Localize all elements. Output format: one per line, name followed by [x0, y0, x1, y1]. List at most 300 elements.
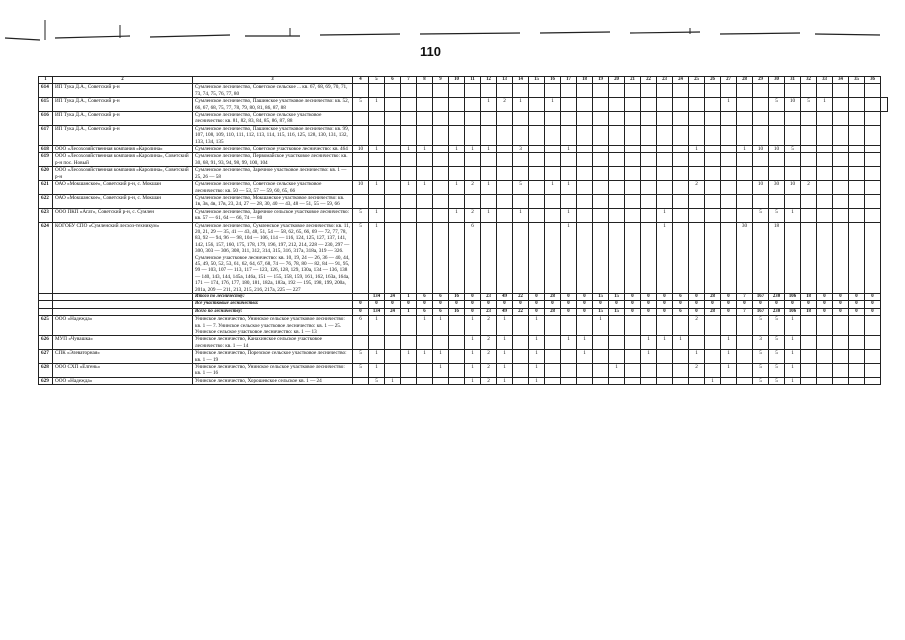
value-cell: 10 [753, 181, 769, 195]
total-value: 0 [769, 301, 785, 308]
value-cell: 1 [657, 336, 673, 350]
value-cell [833, 167, 849, 181]
organization-name: ИП Тука Д.А., Советский р-н [53, 84, 193, 98]
value-cell [609, 84, 625, 98]
value-cell: 1 [449, 146, 465, 153]
value-cell: 1 [529, 377, 545, 384]
value-cell [737, 364, 753, 378]
value-cell [801, 316, 817, 336]
value-cell [625, 336, 641, 350]
value-cell: 2 [481, 377, 497, 384]
value-cell [705, 208, 721, 222]
value-cell [513, 112, 529, 126]
value-cell [673, 153, 689, 167]
forest-district-description: Сумленское лесничество, Заречное участковое лесничество: кв. 1 — 25, 26 — 58 [193, 167, 353, 181]
value-cell [593, 112, 609, 126]
column-number: 5 [369, 77, 385, 84]
value-cell [641, 222, 657, 293]
total-value: 0 [721, 308, 737, 315]
value-cell [817, 181, 833, 195]
value-cell [849, 316, 865, 336]
value-cell [849, 84, 865, 98]
table-row [39, 336, 888, 350]
value-cell [401, 84, 417, 98]
value-cell [385, 112, 401, 126]
value-cell [817, 377, 833, 384]
column-number: 7 [401, 77, 417, 84]
value-cell [401, 222, 417, 293]
value-cell [865, 125, 881, 145]
value-cell [497, 153, 513, 167]
total-value: 0 [369, 301, 385, 308]
value-cell: 2 [689, 364, 705, 378]
total-value: 106 [785, 294, 801, 301]
total-value: 7 [737, 308, 753, 315]
value-cell [481, 112, 497, 126]
table-row [39, 222, 888, 293]
value-cell: 1 [449, 208, 465, 222]
value-cell [673, 208, 689, 222]
total-value: 6 [673, 294, 689, 301]
value-cell [849, 125, 865, 145]
value-cell [641, 316, 657, 336]
column-number: 17 [561, 77, 577, 84]
value-cell: 1 [417, 181, 433, 195]
total-value: 18 [801, 308, 817, 315]
value-cell: 1 [689, 350, 705, 364]
total-value: 0 [865, 294, 881, 301]
value-cell [705, 336, 721, 350]
value-cell [449, 194, 465, 208]
value-cell [513, 153, 529, 167]
total-value: 0 [465, 294, 481, 301]
total-value: 16 [449, 308, 465, 315]
value-cell: 1 [721, 336, 737, 350]
value-cell [817, 84, 833, 98]
value-cell [449, 153, 465, 167]
value-cell: 5 [753, 316, 769, 336]
total-value: 15 [593, 294, 609, 301]
value-cell [609, 125, 625, 145]
value-cell: 5 [353, 222, 369, 293]
value-cell [865, 364, 881, 378]
value-cell [833, 377, 849, 384]
value-cell: 1 [417, 146, 433, 153]
value-cell [401, 153, 417, 167]
total-value: 0 [673, 301, 689, 308]
value-cell: 2 [481, 364, 497, 378]
total-value: 167 [753, 308, 769, 315]
value-cell [721, 153, 737, 167]
value-cell [785, 125, 801, 145]
value-cell [401, 377, 417, 384]
value-cell [833, 194, 849, 208]
value-cell [801, 146, 817, 153]
value-cell [865, 377, 881, 384]
value-cell [433, 125, 449, 145]
value-cell [705, 222, 721, 293]
value-cell [609, 194, 625, 208]
value-cell: 1 [577, 350, 593, 364]
total-value: 0 [417, 301, 433, 308]
total-value: 0 [561, 308, 577, 315]
organization-name: ОАО «Мокшанское», Советский р-н, с. Мокшан [53, 181, 193, 195]
value-cell: 1 [785, 208, 801, 222]
value-cell [865, 153, 881, 167]
total-value: 24 [385, 308, 401, 315]
value-cell [689, 167, 705, 181]
value-cell: 1 [481, 146, 497, 153]
value-cell [449, 336, 465, 350]
total-value: 230 [769, 308, 785, 315]
value-cell [545, 316, 561, 336]
value-cell: 1 [497, 364, 513, 378]
column-number: 29 [753, 77, 769, 84]
row-number: 626 [39, 336, 53, 350]
value-cell [513, 167, 529, 181]
value-cell [353, 153, 369, 167]
value-cell [513, 377, 529, 384]
value-cell [833, 336, 849, 350]
value-cell [545, 336, 561, 350]
value-cell [353, 336, 369, 350]
total-value: 0 [593, 301, 609, 308]
value-cell [577, 316, 593, 336]
value-cell [769, 194, 785, 208]
total-label: Итого по лесничеству: [193, 294, 353, 301]
total-value: 0 [657, 301, 673, 308]
value-cell [785, 112, 801, 126]
value-cell [625, 112, 641, 126]
total-value: 7 [737, 294, 753, 301]
total-value: 0 [449, 301, 465, 308]
value-cell: 5 [753, 364, 769, 378]
total-value: 230 [769, 294, 785, 301]
value-cell [737, 167, 753, 181]
total-value: 6 [673, 308, 689, 315]
column-number: 8 [417, 77, 433, 84]
value-cell [801, 222, 817, 293]
value-cell [737, 98, 753, 112]
value-cell [753, 98, 769, 112]
value-cell [529, 112, 545, 126]
table-cell [39, 308, 53, 315]
column-number: 25 [689, 77, 705, 84]
value-cell: 2 [481, 336, 497, 350]
total-value: 0 [737, 301, 753, 308]
value-cell [353, 125, 369, 145]
total-value: 0 [817, 301, 833, 308]
value-cell [689, 377, 705, 384]
value-cell [865, 167, 881, 181]
value-cell [689, 112, 705, 126]
total-value: 0 [705, 301, 721, 308]
value-cell [625, 222, 641, 293]
value-cell: 5 [785, 146, 801, 153]
value-cell [497, 194, 513, 208]
value-cell [433, 84, 449, 98]
value-cell [561, 153, 577, 167]
header-row [39, 77, 888, 84]
value-cell: 1 [369, 222, 385, 293]
value-cell [561, 84, 577, 98]
value-cell [705, 181, 721, 195]
value-cell [481, 222, 497, 293]
value-cell [737, 153, 753, 167]
forest-district-description: Унинское лесничество, Хорошевское сельское кв. 1 — 24 [193, 377, 353, 384]
value-cell [529, 125, 545, 145]
value-cell: 1 [529, 336, 545, 350]
column-number: 14 [513, 77, 529, 84]
value-cell [641, 208, 657, 222]
value-cell: 1 [481, 181, 497, 195]
value-cell [401, 208, 417, 222]
value-cell [689, 125, 705, 145]
value-cell [737, 181, 753, 195]
value-cell [801, 125, 817, 145]
value-cell [529, 222, 545, 293]
total-value: 0 [849, 301, 865, 308]
value-cell [593, 98, 609, 112]
forest-district-description: Сумленское лесничество, Заречное сельское участковое лесничество: кв. 57 — 61, 64 — 66, 74 — 80 [193, 208, 353, 222]
value-cell [385, 125, 401, 145]
value-cell [673, 364, 689, 378]
organization-name: ООО «Надежда» [53, 377, 193, 384]
value-cell [417, 153, 433, 167]
value-cell [369, 167, 385, 181]
total-row [39, 301, 888, 308]
value-cell: 1 [641, 350, 657, 364]
value-cell [529, 208, 545, 222]
value-cell [449, 98, 465, 112]
value-cell: 1 [673, 336, 689, 350]
value-cell [801, 336, 817, 350]
value-cell [785, 84, 801, 98]
value-cell [865, 98, 881, 112]
value-cell [865, 194, 881, 208]
value-cell [385, 222, 401, 293]
total-value: 28 [545, 308, 561, 315]
value-cell [481, 167, 497, 181]
total-value: 0 [577, 294, 593, 301]
value-cell [609, 208, 625, 222]
value-cell [625, 181, 641, 195]
total-value: 15 [609, 294, 625, 301]
value-cell [801, 350, 817, 364]
value-cell [401, 98, 417, 112]
value-cell: 2 [689, 181, 705, 195]
table-cell [53, 308, 193, 315]
value-cell [657, 194, 673, 208]
value-cell [497, 125, 513, 145]
value-cell [865, 146, 881, 153]
total-value: 0 [385, 301, 401, 308]
organization-name: МУП «Чувашка» [53, 336, 193, 350]
value-cell [785, 222, 801, 293]
value-cell [465, 112, 481, 126]
value-cell [513, 84, 529, 98]
value-cell [801, 377, 817, 384]
table-row [39, 194, 888, 208]
value-cell [833, 112, 849, 126]
value-cell [513, 316, 529, 336]
value-cell: 1 [529, 364, 545, 378]
value-cell [609, 146, 625, 153]
value-cell [385, 364, 401, 378]
value-cell [369, 84, 385, 98]
organization-name: ООО «Лесохозяйственная компания «Каролина», Советский р-н [53, 167, 193, 181]
total-value: 0 [689, 301, 705, 308]
value-cell [641, 364, 657, 378]
table-row [39, 153, 888, 167]
value-cell [561, 194, 577, 208]
value-cell [577, 377, 593, 384]
value-cell: 1 [369, 98, 385, 112]
value-cell [465, 98, 481, 112]
total-value: 0 [561, 301, 577, 308]
value-cell [865, 316, 881, 336]
column-number: 22 [641, 77, 657, 84]
total-value: 1 [401, 308, 417, 315]
value-cell [753, 194, 769, 208]
value-cell: 5 [769, 377, 785, 384]
column-number: 2 [53, 77, 193, 84]
total-value: 0 [865, 301, 881, 308]
value-cell: 5 [769, 208, 785, 222]
value-cell [577, 222, 593, 293]
value-cell [417, 167, 433, 181]
value-cell: 6 [465, 222, 481, 293]
table-row [39, 98, 888, 112]
row-number: 617 [39, 125, 53, 145]
value-cell [801, 208, 817, 222]
organization-name: ООО СХП «Елгень» [53, 364, 193, 378]
value-cell [657, 125, 673, 145]
value-cell: 1 [385, 377, 401, 384]
value-cell [737, 208, 753, 222]
column-number: 16 [545, 77, 561, 84]
value-cell [385, 208, 401, 222]
column-number: 11 [465, 77, 481, 84]
value-cell [673, 350, 689, 364]
value-cell [385, 336, 401, 350]
value-cell: 1 [721, 350, 737, 364]
value-cell: 1 [641, 336, 657, 350]
value-cell [369, 336, 385, 350]
value-cell [449, 350, 465, 364]
value-cell [545, 112, 561, 126]
value-cell: 1 [785, 350, 801, 364]
value-cell [401, 167, 417, 181]
table-cell [39, 294, 53, 301]
value-cell: 1 [497, 336, 513, 350]
value-cell [849, 377, 865, 384]
value-cell: 5 [353, 208, 369, 222]
value-cell [529, 98, 545, 112]
value-cell [705, 84, 721, 98]
value-cell [817, 167, 833, 181]
value-cell: 1 [369, 208, 385, 222]
value-cell: 5 [769, 98, 785, 112]
value-cell [657, 167, 673, 181]
value-cell [593, 84, 609, 98]
value-cell: 1 [465, 364, 481, 378]
value-cell [657, 153, 673, 167]
value-cell: 1 [513, 98, 529, 112]
value-cell: 1 [817, 98, 833, 112]
value-cell [689, 222, 705, 293]
value-cell: 1 [721, 364, 737, 378]
value-cell: 1 [705, 377, 721, 384]
value-cell [353, 112, 369, 126]
value-cell [433, 377, 449, 384]
value-cell [849, 98, 865, 112]
value-cell [785, 167, 801, 181]
row-number: 619 [39, 153, 53, 167]
value-cell [497, 208, 513, 222]
value-cell [545, 350, 561, 364]
value-cell [385, 84, 401, 98]
value-cell [593, 153, 609, 167]
value-cell: 3 [513, 146, 529, 153]
value-cell [833, 350, 849, 364]
total-value: 6 [433, 308, 449, 315]
value-cell [545, 153, 561, 167]
row-number: 629 [39, 377, 53, 384]
value-cell: 5 [769, 316, 785, 336]
value-cell: 1 [561, 181, 577, 195]
total-value: 0 [577, 301, 593, 308]
value-cell: 1 [465, 316, 481, 336]
column-number: 31 [785, 77, 801, 84]
total-value: 16 [449, 294, 465, 301]
value-cell [561, 316, 577, 336]
total-value: 0 [753, 301, 769, 308]
organization-name: ИП Тука Д.А., Советский р-н [53, 125, 193, 145]
row-number: 627 [39, 350, 53, 364]
value-cell [801, 167, 817, 181]
value-cell [769, 125, 785, 145]
row-number: 628 [39, 364, 53, 378]
value-cell [609, 316, 625, 336]
value-cell [865, 208, 881, 222]
value-cell [849, 208, 865, 222]
value-cell [417, 222, 433, 293]
value-cell: 3 [753, 336, 769, 350]
value-cell [721, 167, 737, 181]
total-value: 0 [721, 294, 737, 301]
column-number: 35 [849, 77, 865, 84]
value-cell [625, 84, 641, 98]
total-label: Всего по лесничеству: [193, 308, 353, 315]
value-cell [513, 350, 529, 364]
total-value: 0 [545, 301, 561, 308]
total-value: 0 [481, 301, 497, 308]
column-number: 4 [353, 77, 369, 84]
value-cell [593, 336, 609, 350]
value-cell [433, 146, 449, 153]
total-value: 0 [817, 294, 833, 301]
value-cell: 1 [369, 350, 385, 364]
value-cell [625, 350, 641, 364]
value-cell [737, 377, 753, 384]
value-cell [401, 112, 417, 126]
total-value: 28 [545, 294, 561, 301]
value-cell [801, 84, 817, 98]
value-cell [401, 125, 417, 145]
value-cell: 1 [577, 336, 593, 350]
total-value: 49 [497, 294, 513, 301]
